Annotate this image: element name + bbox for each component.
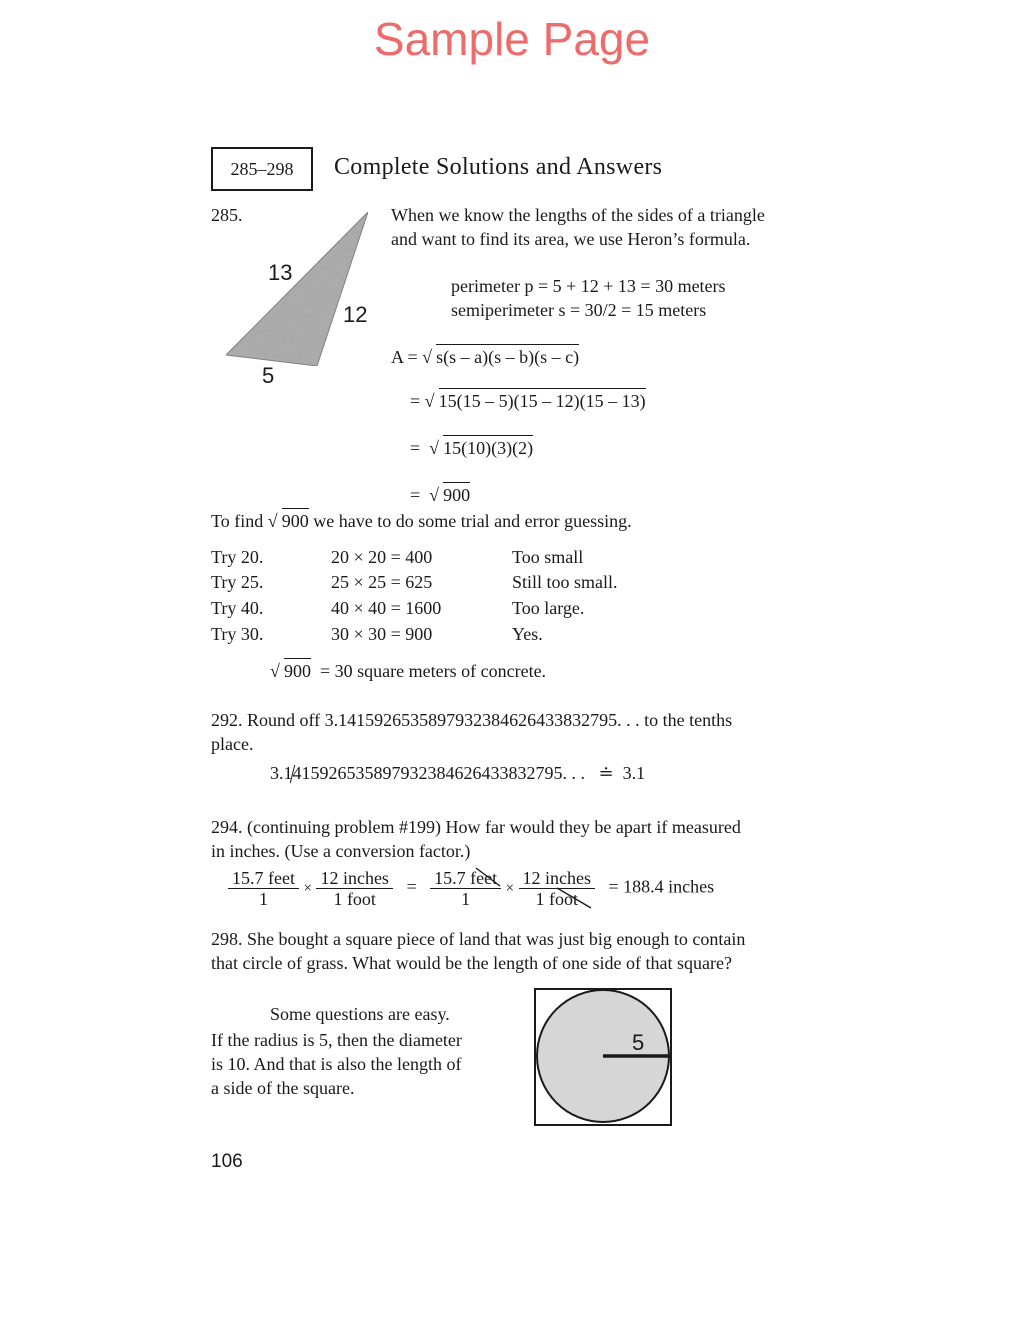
circle-in-square-figure xyxy=(534,988,674,1128)
struck-digit: 4 xyxy=(293,763,302,783)
problem-292-line-1: 292. Round off 3.14159265358979323846264338327​95. . . to the tenths xyxy=(211,710,733,730)
heron-intro-line-2: and want to find its area, we use Heron’s formula. xyxy=(391,229,751,249)
explanation-line-3: a side of the square. xyxy=(211,1078,355,1098)
problem-298-line-2: that circle of grass. What would be the length of one side of that square? xyxy=(211,953,732,973)
approx-equal-sign: ≐ xyxy=(598,763,614,783)
watermark-sample-page: Sample Page xyxy=(373,13,651,65)
heron-intro-line-1: When we know the lengths of the sides of a triangle xyxy=(391,205,765,225)
heron-step-4: = √ 900 xyxy=(410,483,470,507)
problem-range-box: 285–298 xyxy=(211,147,313,191)
cancel-feet-mark xyxy=(474,866,502,888)
trial-calc-25: 25 × 25 = 625 xyxy=(331,572,433,592)
page-title: Complete Solutions and Answers xyxy=(334,154,663,180)
explanation-line-2: is 10. And that is also the length of xyxy=(211,1054,462,1074)
trial-try-20: Try 20. xyxy=(211,547,264,567)
triangle-label-13: 13 xyxy=(268,260,293,285)
fraction-15-7-feet-cancelled: $\frac{\text{15.7 feet}}{1}$ xyxy=(430,868,501,909)
problem-294-line-1: 294. (continuing problem #199) How far would they be apart if measured xyxy=(211,817,741,837)
fraction-15-7-feet: $\frac{\text{15.7 feet}}{1}$ xyxy=(228,868,299,909)
easy-question-line: Some questions are easy. xyxy=(270,1004,450,1024)
triangle-figure xyxy=(200,200,380,400)
trial-result-40: Too large. xyxy=(512,598,585,618)
heron-step-2: = √ 15(15 – 5)(15 – 12)(15 – 13) xyxy=(410,389,646,413)
trial-calc-20: 20 × 20 = 400 xyxy=(331,547,433,567)
trial-try-40: Try 40. xyxy=(211,598,264,618)
triangle-label-12: 12 xyxy=(343,302,368,327)
triangle-shape xyxy=(226,212,368,366)
heron-step-1: A = √ s(s – a)(s – b)(s – c) xyxy=(391,345,579,369)
trial-calc-30: 30 × 30 = 900 xyxy=(331,624,433,644)
explanation-line-1: If the radius is 5, then the diameter xyxy=(211,1030,462,1050)
trial-try-30: Try 30. xyxy=(211,624,264,644)
problem-285-number: 285. xyxy=(211,205,243,225)
concrete-answer: √ 900 = 30 square meters of concrete. xyxy=(270,659,546,683)
conversion-equation: $\frac{\text{15.7 feet}}{1}$ × $\frac{\text{12 inches}}{\text{1 foot}}$ = $\frac{\text{15.7 feet}}{1}$ × $\frac{\text{12 inches}}{\text{1 foot}}$ = 188.4 inches xyxy=(228,868,714,909)
find-root-line: To find √ 900 we have to do some trial and error guessing. xyxy=(211,509,632,533)
triangle-label-5: 5 xyxy=(262,363,275,388)
problem-294-line-2: in inches. (Use a conversion factor.) xyxy=(211,841,471,861)
fraction-12-inches-cancelled: $\frac{\text{12 inches}}{\text{1 foot}}$ xyxy=(519,868,595,909)
problem-292-line-2: place. xyxy=(211,734,254,754)
radius-label: 5 xyxy=(632,1030,645,1055)
trial-try-25: Try 25. xyxy=(211,572,264,592)
cancel-foot-mark xyxy=(555,886,593,910)
trial-result-20: Too small xyxy=(512,547,584,567)
trial-result-25: Still too small. xyxy=(512,572,618,592)
trial-calc-40: 40 × 40 = 1600 xyxy=(331,598,442,618)
rounding-work: 3.14 1592653589793238462643383279​5. . . ≐ 3.1 xyxy=(270,763,646,783)
fraction-12-inches: $\frac{\text{12 inches}}{\text{1 foot}}$ xyxy=(316,868,392,909)
page-number: 106 xyxy=(211,1151,243,1172)
semiperimeter-line: semiperimeter s = 30/2 = 15 meters xyxy=(451,300,707,320)
perimeter-line: perimeter p = 5 + 12 + 13 = 30 meters xyxy=(451,276,726,296)
trial-result-30: Yes. xyxy=(512,624,543,644)
heron-step-3: = √ 15(10)(3)(2) xyxy=(410,436,533,460)
problem-298-line-1: 298. She bought a square piece of land that was just big enough to contain xyxy=(211,929,746,949)
